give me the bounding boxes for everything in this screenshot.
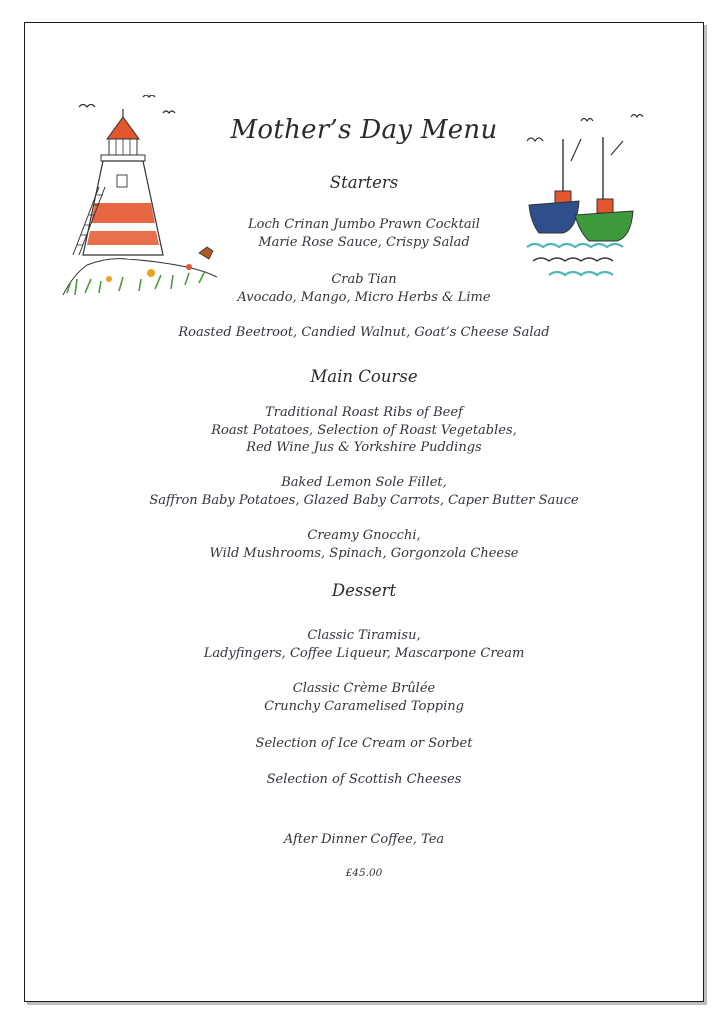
menu-item: Classic Tiramisu, Ladyfingers, Coffee Liqueur, Mascarpone Cream xyxy=(203,628,525,661)
menu-item: Roasted Beetroot, Candied Walnut, Goat’s Cheese Salad xyxy=(178,325,550,340)
menu-item: Loch Crinan Jumbo Prawn Cocktail Marie Rose Sauce, Crispy Salad xyxy=(248,217,480,250)
main-course-heading: Main Course xyxy=(310,367,418,386)
menu-item: Baked Lemon Sole Fillet, Saffron Baby Potatoes, Glazed Baby Carrots, Caper Butter Sauce xyxy=(149,475,579,508)
menu-item: Classic Crème Brûlée Crunchy Caramelised Topping xyxy=(264,681,464,714)
menu-item: Selection of Scottish Cheeses xyxy=(266,772,462,787)
menu-item: Traditional Roast Ribs of Beef Roast Potatoes, Selection of Roast Vegetables, Red Wine Jus & Yorkshire Puddings xyxy=(211,405,517,455)
menu-price: £45.00 xyxy=(345,867,383,879)
menu-page xyxy=(24,22,704,1002)
menu-item: Selection of Ice Cream or Sorbet xyxy=(255,736,473,751)
dessert-heading: Dessert xyxy=(331,581,397,600)
coffee-line: After Dinner Coffee, Tea xyxy=(283,832,445,847)
menu-item: Crab Tian Avocado, Mango, Micro Herbs & Lime xyxy=(237,272,491,305)
starters-heading: Starters xyxy=(329,173,399,192)
menu-title: Mother’s Day Menu xyxy=(230,115,498,145)
menu-item: Creamy Gnocchi, Wild Mushrooms, Spinach, Gorgonzola Cheese xyxy=(209,528,519,561)
